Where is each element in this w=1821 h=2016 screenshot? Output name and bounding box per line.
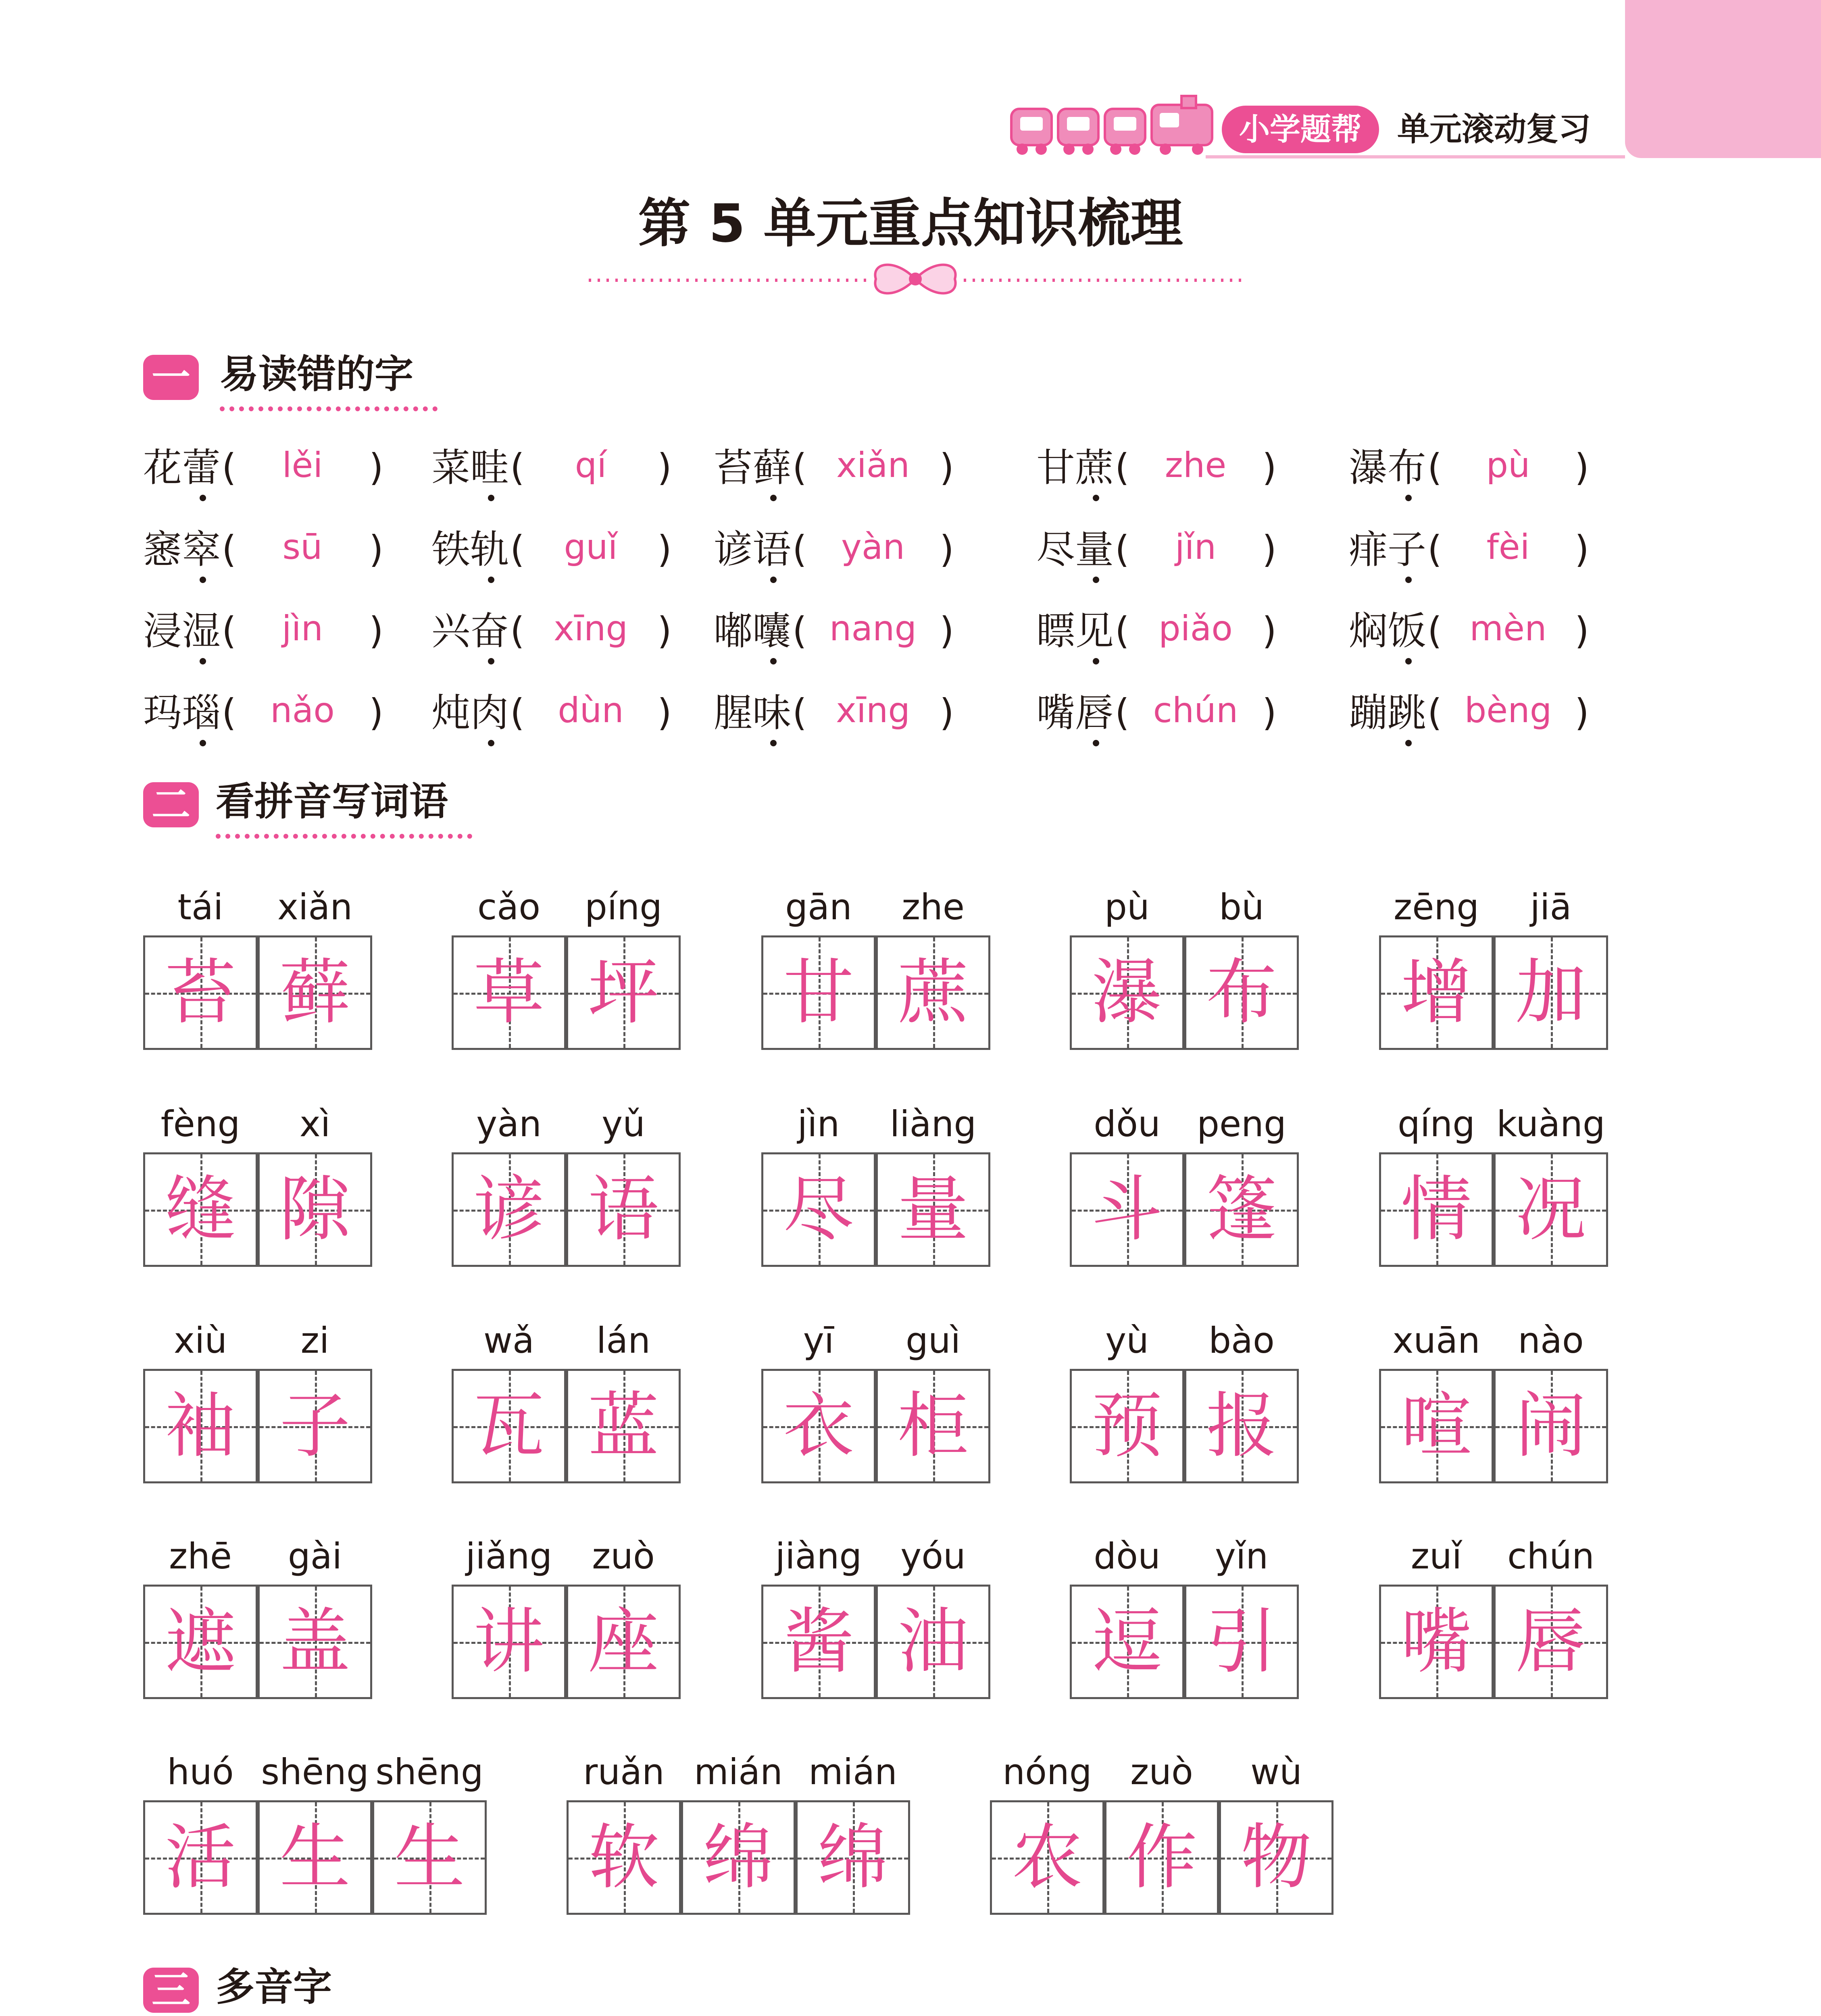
pinyin-label: zēng — [1394, 886, 1479, 928]
pinyin-label: zhē — [169, 1535, 232, 1577]
pinyin-label: zuǐ — [1411, 1535, 1462, 1577]
open-paren: ( — [222, 446, 236, 489]
tian-grid-cell — [143, 1800, 258, 1915]
answer-character: 嘴 — [1400, 1600, 1472, 1683]
answer-character: 篷 — [1206, 1168, 1277, 1251]
pinyin-label: dǒu — [1094, 1103, 1161, 1145]
misread-word: 浸湿 — [143, 608, 221, 654]
open-paren: ( — [1115, 528, 1129, 571]
pinyin-label: xì — [299, 1103, 331, 1145]
answer-character: 袖 — [165, 1385, 236, 1467]
section-title: 看拼音写词语 — [216, 777, 472, 839]
tian-grid-cell — [761, 1369, 876, 1483]
pinyin-answer: sū — [282, 527, 323, 567]
open-paren: ( — [792, 528, 807, 571]
answer-character: 瓦 — [473, 1385, 544, 1467]
tian-grid-cell — [258, 1152, 372, 1267]
emphasis-dot — [770, 577, 777, 583]
tian-grid-cell — [876, 935, 990, 1050]
open-paren: ( — [792, 446, 807, 489]
pinyin-label: mián — [808, 1751, 897, 1793]
tian-grid-cell — [258, 1585, 372, 1699]
pinyin-label: xuān — [1392, 1320, 1480, 1361]
pinyin-label: nóng — [1002, 1751, 1092, 1793]
answer-character: 引 — [1206, 1600, 1277, 1683]
answer-character: 隙 — [279, 1168, 350, 1251]
close-paren: ) — [1262, 609, 1277, 652]
pinyin-answer: xiǎn — [836, 445, 910, 485]
misread-word: 蹦跳 — [1349, 690, 1426, 735]
answer-character: 增 — [1400, 951, 1472, 1034]
answer-character: 唇 — [1515, 1600, 1586, 1683]
pinyin-label: wǎ — [483, 1320, 534, 1361]
tian-grid-cell — [567, 1800, 681, 1915]
emphasis-dot — [488, 577, 494, 583]
misread-word: 腥味 — [714, 690, 791, 735]
emphasis-dot — [1093, 495, 1099, 501]
pinyin-label: cǎo — [477, 886, 541, 928]
pinyin-answer: xīng — [554, 608, 628, 649]
open-paren: ( — [1427, 446, 1442, 489]
pinyin-label: nào — [1518, 1320, 1584, 1361]
pinyin-label: shēng — [261, 1751, 369, 1793]
close-paren: ) — [940, 528, 954, 571]
open-paren: ( — [222, 609, 236, 652]
section-title: 易读错的字 — [220, 350, 438, 411]
pinyin-answer: zhe — [1165, 445, 1227, 485]
emphasis-dot — [1093, 658, 1099, 664]
tian-grid-cell — [1070, 1152, 1184, 1267]
answer-character: 柜 — [897, 1385, 969, 1467]
header-tab — [1625, 0, 1821, 158]
emphasis-dot — [488, 658, 494, 664]
pinyin-label: zhe — [901, 886, 965, 928]
pinyin-label: kuàng — [1496, 1103, 1605, 1145]
pinyin-label: yàn — [476, 1103, 542, 1145]
answer-character: 斗 — [1091, 1168, 1163, 1251]
close-paren: ) — [657, 528, 672, 571]
answer-character: 报 — [1206, 1385, 1277, 1467]
section-number: 二 — [143, 782, 199, 827]
misread-word: 窸窣 — [143, 527, 221, 572]
open-paren: ( — [792, 609, 807, 652]
unit-review-label: 单元滚动复习 — [1397, 110, 1591, 148]
misread-word: 嘟囔 — [714, 608, 791, 654]
answer-character: 遮 — [165, 1600, 236, 1683]
emphasis-dot — [488, 740, 494, 746]
emphasis-dot — [770, 740, 777, 746]
pinyin-answer: yàn — [841, 527, 905, 567]
open-paren: ( — [222, 528, 236, 571]
misread-word: 嘴唇 — [1036, 690, 1114, 735]
tian-grid-cell — [452, 1369, 566, 1483]
pinyin-label: bào — [1208, 1320, 1275, 1361]
tian-grid-cell — [1494, 1585, 1608, 1699]
tian-grid-cell — [566, 935, 681, 1050]
answer-character: 座 — [588, 1600, 659, 1683]
pinyin-label: dòu — [1094, 1535, 1161, 1577]
tian-grid-cell — [1494, 1369, 1608, 1483]
open-paren: ( — [1427, 691, 1442, 734]
tian-grid-cell — [876, 1369, 990, 1483]
pinyin-label: yǔ — [602, 1103, 645, 1145]
close-paren: ) — [1575, 528, 1589, 571]
answer-character: 情 — [1400, 1168, 1472, 1251]
pinyin-label: yī — [803, 1320, 834, 1361]
pinyin-label: wù — [1250, 1751, 1302, 1793]
open-paren: ( — [1427, 609, 1442, 652]
tian-grid-cell — [761, 1585, 876, 1699]
tian-grid-cell — [1219, 1800, 1333, 1915]
answer-character: 坪 — [588, 951, 659, 1034]
tian-grid-cell — [143, 935, 258, 1050]
pinyin-label: chún — [1507, 1535, 1594, 1577]
pinyin-label: ruǎn — [583, 1751, 665, 1793]
misread-word: 炖肉 — [431, 690, 509, 735]
pinyin-answer: nǎo — [270, 690, 335, 731]
tian-grid-cell — [566, 1585, 681, 1699]
answer-character: 农 — [1011, 1816, 1083, 1899]
pinyin-answer: xīng — [836, 690, 910, 731]
tian-grid-cell — [1494, 935, 1608, 1050]
tian-grid-cell — [1184, 1585, 1299, 1699]
answer-character: 作 — [1126, 1816, 1197, 1899]
pinyin-label: píng — [585, 886, 662, 928]
tian-grid-cell — [1379, 1369, 1494, 1483]
answer-character: 油 — [897, 1600, 969, 1683]
misread-word: 玛瑙 — [143, 690, 221, 735]
pinyin-answer: nang — [829, 608, 917, 649]
pinyin-label: yóu — [900, 1535, 966, 1577]
open-paren: ( — [510, 609, 525, 652]
emphasis-dot — [1093, 577, 1099, 583]
pinyin-label: shēng — [375, 1751, 483, 1793]
answer-character: 尽 — [783, 1168, 854, 1251]
close-paren: ) — [657, 446, 672, 489]
pinyin-answer: jǐn — [1175, 527, 1217, 567]
pinyin-label: pù — [1104, 886, 1150, 928]
tian-grid-cell — [452, 1585, 566, 1699]
emphasis-dot — [200, 740, 206, 746]
tian-grid-cell — [372, 1800, 487, 1915]
close-paren: ) — [369, 609, 383, 652]
open-paren: ( — [510, 691, 525, 734]
pinyin-answer: pù — [1486, 445, 1530, 485]
train-icon — [1008, 93, 1218, 157]
tian-grid-cell — [1379, 1585, 1494, 1699]
answer-character: 甘 — [783, 951, 854, 1034]
answer-character: 苔 — [165, 951, 236, 1034]
pinyin-label: huó — [167, 1751, 234, 1793]
emphasis-dot — [1093, 740, 1099, 746]
misread-word: 苔藓 — [714, 445, 791, 490]
emphasis-dot — [1405, 658, 1412, 664]
misread-word: 瀑布 — [1349, 445, 1426, 490]
tian-grid-cell — [990, 1800, 1104, 1915]
pinyin-answer: guǐ — [564, 527, 618, 567]
misread-word: 焖饭 — [1349, 608, 1426, 654]
answer-character: 生 — [279, 1816, 350, 1899]
close-paren: ) — [940, 609, 954, 652]
pinyin-label: yǐn — [1215, 1535, 1269, 1577]
open-paren: ( — [1115, 609, 1129, 652]
tian-grid-cell — [143, 1585, 258, 1699]
pinyin-answer: jìn — [281, 608, 323, 649]
pinyin-answer: fèi — [1486, 527, 1530, 567]
tian-grid-cell — [143, 1369, 258, 1483]
answer-character: 草 — [473, 951, 544, 1034]
tian-grid-cell — [761, 935, 876, 1050]
pinyin-label: jiā — [1530, 886, 1572, 928]
misread-word: 兴奋 — [431, 608, 509, 654]
close-paren: ) — [369, 691, 383, 734]
misread-word: 痱子 — [1349, 527, 1426, 572]
answer-character: 逗 — [1091, 1600, 1163, 1683]
open-paren: ( — [510, 446, 525, 489]
misread-word: 花蕾 — [143, 445, 221, 490]
misread-word: 尽量 — [1036, 527, 1114, 572]
pinyin-label: xiǎn — [277, 886, 353, 928]
misread-word: 谚语 — [714, 527, 791, 572]
tian-grid-cell — [452, 935, 566, 1050]
tian-grid-cell — [1184, 1152, 1299, 1267]
open-paren: ( — [510, 528, 525, 571]
open-paren: ( — [1115, 691, 1129, 734]
emphasis-dot — [200, 658, 206, 664]
close-paren: ) — [1262, 691, 1277, 734]
tian-grid-cell — [258, 1369, 372, 1483]
close-paren: ) — [1262, 528, 1277, 571]
pinyin-label: fèng — [160, 1103, 240, 1145]
tian-grid-cell — [258, 935, 372, 1050]
answer-character: 生 — [394, 1816, 465, 1899]
close-paren: ) — [1575, 691, 1589, 734]
misread-word: 菜畦 — [431, 445, 509, 490]
pinyin-label: jiǎng — [465, 1535, 552, 1577]
pinyin-answer: piǎo — [1158, 608, 1233, 649]
pinyin-label: zuò — [1130, 1751, 1193, 1793]
pinyin-label: peng — [1197, 1103, 1286, 1145]
answer-character: 量 — [897, 1168, 969, 1251]
answer-character: 语 — [588, 1168, 659, 1251]
tian-grid-cell — [761, 1152, 876, 1267]
answer-character: 藓 — [279, 951, 350, 1034]
answer-character: 喧 — [1400, 1385, 1472, 1467]
pinyin-label: qíng — [1398, 1103, 1475, 1145]
bow-divider-icon — [589, 258, 1242, 298]
pinyin-label: yù — [1105, 1320, 1149, 1361]
answer-character: 软 — [588, 1816, 659, 1899]
tian-grid-cell — [1184, 935, 1299, 1050]
tian-grid-cell — [1379, 935, 1494, 1050]
answer-character: 绵 — [702, 1816, 774, 1899]
close-paren: ) — [1262, 446, 1277, 489]
pinyin-answer: qí — [575, 445, 607, 485]
answer-character: 加 — [1515, 951, 1586, 1034]
pinyin-label: gài — [288, 1535, 342, 1577]
answer-character: 讲 — [473, 1600, 544, 1683]
answer-character: 谚 — [473, 1168, 544, 1251]
pinyin-label: jiàng — [775, 1535, 862, 1577]
answer-character: 瀑 — [1091, 951, 1163, 1034]
open-paren: ( — [222, 691, 236, 734]
pinyin-answer: bèng — [1464, 690, 1552, 731]
pinyin-label: jìn — [797, 1103, 840, 1145]
tian-grid-cell — [1184, 1369, 1299, 1483]
emphasis-dot — [488, 495, 494, 501]
brand-badge: 小学题帮 — [1222, 106, 1379, 153]
answer-character: 绵 — [817, 1816, 888, 1899]
section-number: 三 — [143, 1968, 199, 2013]
tian-grid-cell — [1104, 1800, 1219, 1915]
emphasis-dot — [200, 577, 206, 583]
section-number: 一 — [143, 355, 199, 400]
close-paren: ) — [657, 691, 672, 734]
answer-character: 物 — [1240, 1816, 1312, 1899]
emphasis-dot — [200, 495, 206, 501]
pinyin-label: xiù — [173, 1320, 227, 1361]
pinyin-label: bù — [1219, 886, 1264, 928]
section-title: 多音字 — [216, 1963, 356, 2016]
pinyin-label: zi — [300, 1320, 329, 1361]
tian-grid-cell — [1070, 1369, 1184, 1483]
tian-grid-cell — [876, 1585, 990, 1699]
open-paren: ( — [792, 691, 807, 734]
open-paren: ( — [1427, 528, 1442, 571]
answer-character: 布 — [1206, 951, 1277, 1034]
emphasis-dot — [1405, 740, 1412, 746]
pinyin-label: mián — [694, 1751, 783, 1793]
answer-character: 酱 — [783, 1600, 854, 1683]
close-paren: ) — [1575, 609, 1589, 652]
answer-character: 子 — [279, 1385, 350, 1467]
answer-character: 衣 — [783, 1385, 854, 1467]
page-title: 第 5 单元重点知识梳理 — [638, 193, 1183, 254]
answer-character: 盖 — [279, 1600, 350, 1683]
tian-grid-cell — [566, 1152, 681, 1267]
pinyin-label: gān — [785, 886, 852, 928]
pinyin-label: liàng — [890, 1103, 977, 1145]
tian-grid-cell — [796, 1800, 910, 1915]
close-paren: ) — [369, 528, 383, 571]
tian-grid-cell — [143, 1152, 258, 1267]
pinyin-label: tái — [177, 886, 223, 928]
open-paren: ( — [1115, 446, 1129, 489]
tian-grid-cell — [566, 1369, 681, 1483]
emphasis-dot — [1405, 495, 1412, 501]
tian-grid-cell — [452, 1152, 566, 1267]
emphasis-dot — [770, 495, 777, 501]
tian-grid-cell — [876, 1152, 990, 1267]
close-paren: ) — [940, 691, 954, 734]
answer-character: 闹 — [1515, 1385, 1586, 1467]
pinyin-answer: mèn — [1469, 608, 1547, 649]
close-paren: ) — [369, 446, 383, 489]
tian-grid-cell — [1070, 935, 1184, 1050]
answer-character: 缝 — [165, 1168, 236, 1251]
answer-character: 活 — [165, 1816, 236, 1899]
answer-character: 蔗 — [897, 951, 969, 1034]
emphasis-dot — [1405, 577, 1412, 583]
close-paren: ) — [1575, 446, 1589, 489]
tian-grid-cell — [681, 1800, 796, 1915]
close-paren: ) — [940, 446, 954, 489]
pinyin-answer: chún — [1153, 690, 1238, 731]
misread-word: 铁轨 — [431, 527, 509, 572]
emphasis-dot — [770, 658, 777, 664]
tian-grid-cell — [1379, 1152, 1494, 1267]
close-paren: ) — [657, 609, 672, 652]
pinyin-answer: dùn — [558, 690, 624, 731]
misread-word: 瞟见 — [1036, 608, 1114, 654]
tian-grid-cell — [1070, 1585, 1184, 1699]
answer-character: 况 — [1515, 1168, 1586, 1251]
answer-character: 预 — [1091, 1385, 1163, 1467]
answer-character: 蓝 — [588, 1385, 659, 1467]
pinyin-label: lán — [596, 1320, 651, 1361]
pinyin-label: zuò — [592, 1535, 655, 1577]
pinyin-label: guì — [905, 1320, 961, 1361]
tian-grid-cell — [1494, 1152, 1608, 1267]
misread-word: 甘蔗 — [1036, 445, 1114, 490]
tian-grid-cell — [258, 1800, 372, 1915]
pinyin-answer: lěi — [282, 445, 323, 485]
header-rule — [1206, 155, 1625, 158]
